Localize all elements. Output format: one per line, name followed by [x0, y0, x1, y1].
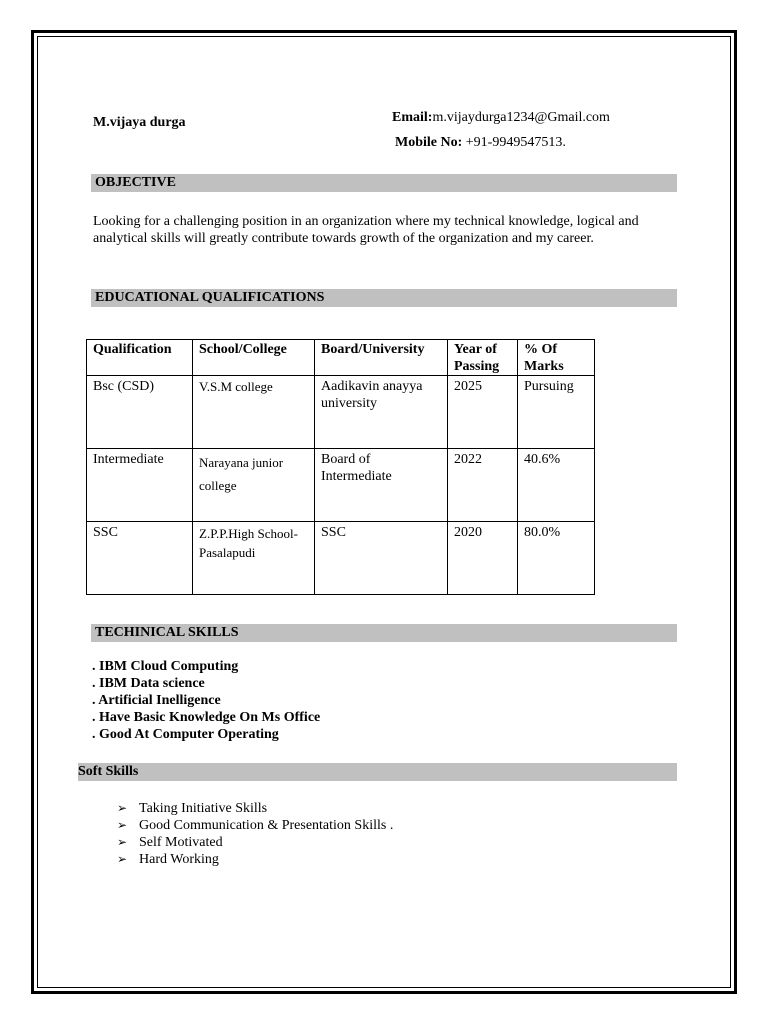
- table-cell: Narayana junior college: [193, 449, 315, 522]
- list-item: [117, 800, 393, 817]
- technical-skills-list: [92, 658, 320, 743]
- arrow-bullet-icon: ➢: [117, 818, 128, 832]
- list-item: [117, 834, 393, 851]
- table-cell: SSC: [87, 522, 193, 595]
- education-heading: EDUCATIONAL QUALIFICATIONS: [91, 289, 352, 307]
- table-cell: Intermediate: [87, 449, 193, 522]
- arrow-bullet-icon: ➢: [117, 852, 128, 866]
- table-row: [87, 522, 595, 595]
- list-item: . Artificial Inelligence: [92, 693, 221, 708]
- column-header: Qualification: [87, 340, 193, 376]
- candidate-name: M.vijaya durga: [93, 115, 186, 130]
- arrow-bullet-icon: ➢: [117, 835, 128, 849]
- list-item: . Good At Computer Operating: [92, 727, 279, 742]
- arrow-bullet-icon: ➢: [117, 801, 128, 815]
- table-cell: 2022: [448, 449, 518, 522]
- list-item-label: Hard Working: [139, 852, 219, 867]
- table-cell: V.S.M college: [193, 376, 315, 449]
- column-header: School/College: [193, 340, 315, 376]
- objective-heading: OBJECTIVE: [91, 174, 677, 192]
- table-cell: SSC: [315, 522, 448, 595]
- email-line: [392, 110, 610, 126]
- list-item-label: Taking Initiative Skills: [139, 801, 268, 816]
- list-item-label: Self Motivated: [139, 835, 223, 850]
- education-table: [86, 339, 595, 595]
- table-cell: Pursuing: [518, 376, 595, 449]
- table-header-row: [87, 340, 595, 376]
- column-header: % Of Marks: [518, 340, 595, 376]
- education-heading-bar: [352, 289, 677, 307]
- list-item: . IBM Cloud Computing: [92, 659, 239, 674]
- list-item: . Have Basic Knowledge On Ms Office: [92, 710, 321, 725]
- table-cell: 40.6%: [518, 449, 595, 522]
- table-cell: Z.P.P.High School-Pasalapudi: [193, 522, 315, 595]
- objective-text: Looking for a challenging position in an organization where my technical knowledge, logical and analytical skills will greatly contribute towards growth of the organization and my career.: [93, 214, 639, 246]
- list-item: . IBM Data science: [92, 676, 205, 691]
- soft-skills-list: [117, 800, 393, 868]
- table-cell: 80.0%: [518, 522, 595, 595]
- list-item: [117, 817, 393, 834]
- mobile-line: [395, 135, 566, 151]
- column-header: Board/University: [315, 340, 448, 376]
- email-value: m.vijaydurga1234@Gmail.com: [432, 110, 610, 125]
- table-cell: Aadikavin anayya university: [315, 376, 448, 449]
- email-label: Email:: [392, 110, 433, 125]
- soft-skills-heading: Soft Skills: [78, 763, 677, 781]
- mobile-value: +91-9949547513.: [462, 135, 566, 150]
- table-row: [87, 449, 595, 522]
- table-cell: Bsc (CSD): [87, 376, 193, 449]
- table-cell: 2020: [448, 522, 518, 595]
- table-cell: 2025: [448, 376, 518, 449]
- table-row: [87, 376, 595, 449]
- column-header: Year of Passing: [448, 340, 518, 376]
- mobile-label: Mobile No:: [395, 135, 463, 150]
- table-cell: Board of Intermediate: [315, 449, 448, 522]
- list-item: [117, 851, 393, 868]
- technical-skills-heading: TECHINICAL SKILLS: [91, 624, 677, 642]
- list-item-label: Good Communication & Presentation Skills .: [139, 818, 394, 833]
